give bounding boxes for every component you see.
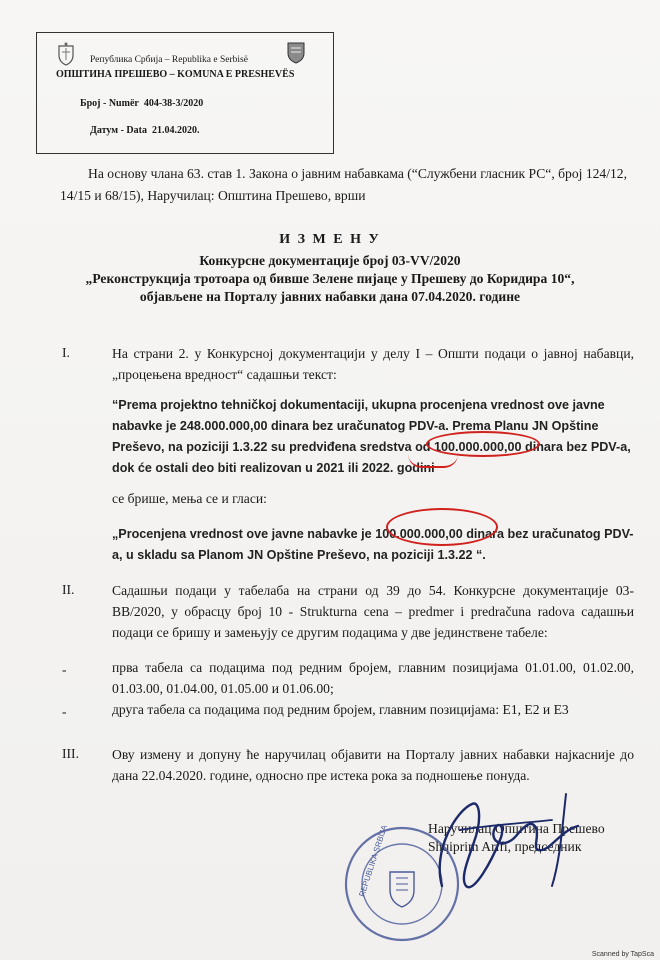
- serbia-coat-of-arms-icon: [56, 42, 76, 66]
- section-2-number: II.: [62, 582, 75, 597]
- section-2-text: Садашњи подаци у табелаба на страни од 39 до 54. Конкурсне документације 03-ВВ/2020, у обрасцу број 10 - Strukturna cena – predmer i predračuna radova садашњи подаци се бришу и замењују се другим подацима у две јединствене табеле:: [112, 583, 634, 640]
- date-label: Датум - Data: [90, 125, 147, 136]
- signature-line-2: Shqiprim Arifi, председник: [428, 839, 582, 854]
- deleted-label: се брише, мења се и гласи:: [112, 491, 267, 506]
- intro-paragraph: На основу члана 63. став 1. Закона о јавним набавкама (“Службени гласник РС“, број 124/12, 14/15 и 68/15), Наручилац: Општина Прешево, врши: [60, 166, 627, 203]
- section-3-text: Ову измену и допуну ће наручилац објавити на Порталу јавних набавки најкасније до дана 22.04.2020. године, односно пре истека рока за подношење понуда.: [112, 747, 634, 783]
- red-circle-highlight-2: [386, 508, 498, 546]
- old-quote-part-2: dinara bez PDV-a, dok će ostali deo biti realizovan u 2021 ili 2022. godini: [112, 440, 631, 475]
- header-municipality: ОПШТИНА ПРЕШЕВО – KOMUNA E PRESHEVËS: [56, 69, 295, 80]
- section-1-text: На страни 2. у Конкурсној документацији у делу I – Општи подаци о јавној набавци, „процењена вредност“ садашњи текст:: [112, 346, 634, 382]
- bullet-dash-1: -: [62, 662, 67, 677]
- title-line-3: објављене на Порталу јавних набавки дана 07.04.2020. године: [139, 289, 521, 304]
- number-value: 404-38-3/2020: [143, 98, 204, 109]
- old-quote-part-1: “Prema projektno tehničkoj dokumentaciji, ukupna procenjena vrednost ove javne nabavke je 248.000.000,00 dinara bez uračunatog PDV-a. Prema Planu JN Opštine Preševo, na poziciji 1.3.22 su predviđena sredstva od: [112, 398, 605, 454]
- title-line-2: „Реконструкција тротоара од бивше Зелене пијаце у Прешеву до Коридира 10“,: [85, 271, 575, 286]
- new-quote-part-1: „Procenjena vrednost ove javne nabavke je: [112, 527, 376, 541]
- municipality-emblem-icon: [286, 40, 306, 64]
- section-1-number: I.: [62, 345, 70, 360]
- header-number: [80, 98, 203, 109]
- title-line-1: Конкурсне документације број 03-VV/2020: [199, 253, 461, 268]
- new-amount: 100.000.000,00: [375, 527, 463, 541]
- svg-text:REPUBLIKA SRBIJA: REPUBLIKA SRBIJA: [357, 824, 389, 898]
- scanned-by-watermark: Scanned by TapSca: [591, 951, 654, 958]
- new-quote-part-2: dinara bez uračunatog PDV-a, u skladu sa Planom JN Opštine Preševo, na poziciji 1.3.22 “.: [112, 527, 634, 562]
- bullet-item-2: друга табела са подацима под редним бројем, главним позицијама: Е1, Е2 и Е3: [112, 702, 569, 717]
- header-date: [90, 125, 199, 136]
- section-3-number: III.: [62, 746, 79, 761]
- new-text-quote: [112, 524, 636, 566]
- old-amount: 100.000.000,00: [433, 440, 522, 454]
- signature-line-1: Наручилац Општина Прешево: [428, 821, 605, 836]
- handwritten-signature: [402, 790, 612, 900]
- bullet-item-1: прва табела са подацима под редним бројем, главним позицијама 01.01.00, 01.02.00, 01.03.00, 01.04.00, 01.05.00 и 01.06.00;: [112, 660, 634, 696]
- number-label: Број - Numër: [80, 98, 139, 109]
- header-republic: Република Србија – Republika e Serbisë: [90, 55, 248, 65]
- red-underline-mark: [408, 454, 458, 468]
- date-value: 21.04.2020.: [151, 125, 200, 136]
- document-heading: И З М Е Н У: [279, 232, 381, 247]
- old-text-quote: [112, 395, 640, 479]
- bullet-dash-2: -: [62, 704, 67, 719]
